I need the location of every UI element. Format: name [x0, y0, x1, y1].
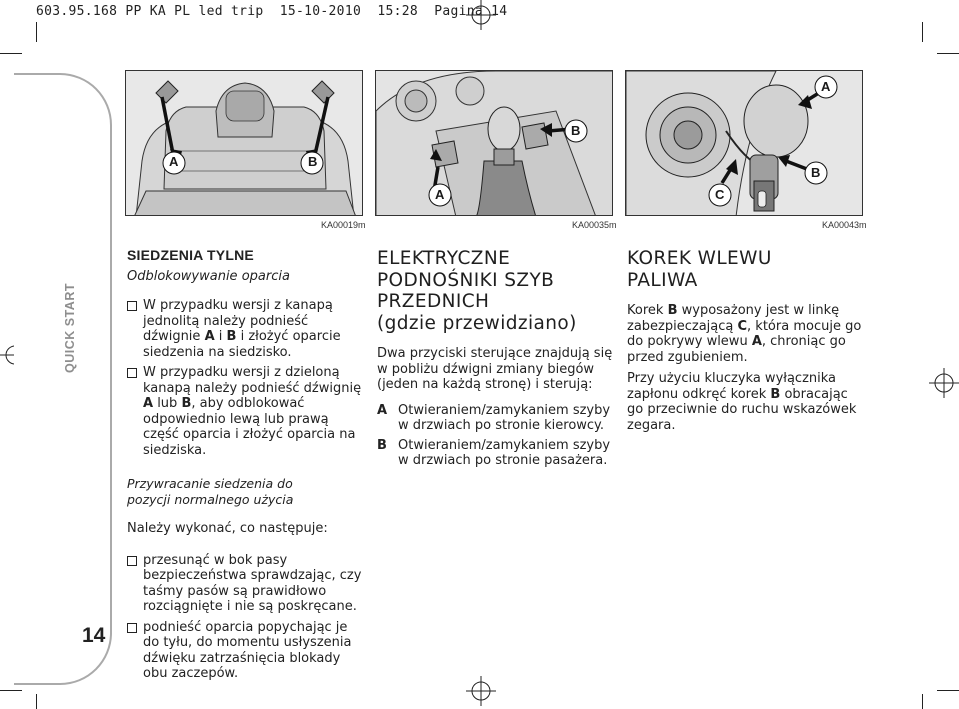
crop-mark: [922, 22, 923, 42]
bullet-item: podnieść oparcia popychając je do tyłu, do momentu usłyszenia dźwięku zatrzaśnięcia blokady obu zaczepów.: [127, 620, 363, 682]
section-tab-label: QUICK START: [63, 283, 77, 373]
figure-code: KA00035m: [572, 220, 617, 230]
bullet-item: przesunąć w bok pasy bezpieczeństwa sprawdzając, czy taśmy pasów są prawidłowo rozciągnięte i nie są poskręcane.: [127, 553, 363, 615]
figure-label-a: A: [435, 187, 445, 202]
crop-mark: [922, 694, 923, 709]
bullet-item: W przypadku wersji z kanapą jednolitą należy podnieść dźwignie A i B i złożyć oparcie siedzenia na siedzisko.: [127, 298, 363, 360]
list-item: B Otwieraniem/zamykaniem szyby w drzwiach po stronie pasażera.: [377, 437, 611, 468]
figure-label-b: B: [571, 123, 581, 138]
figure-rear-seats: [125, 70, 363, 216]
figure-code: KA00019m: [321, 220, 366, 230]
figure-label-c: C: [715, 187, 725, 202]
window-switches-illustration: [376, 71, 613, 216]
figure-label-b: B: [811, 165, 821, 180]
figure-label-b: B: [308, 154, 318, 169]
registration-mark-right: [929, 368, 959, 398]
crop-mark: [0, 53, 22, 54]
body-text: Korek B wyposażony jest w linkę zabezpieczającą C, która mocuje go do pokrywy wlewu A, chroniąc go przed zgubieniem.: [627, 303, 862, 365]
figure-label-a: A: [169, 154, 179, 169]
registration-mark-top: [466, 0, 496, 30]
crop-mark: [937, 53, 959, 54]
bullet-item: W przypadku wersji z dzieloną kanapą należy podnieść dźwignię A lub B, aby odblokować odpowiednio lewą lub prawą część oparcia i złożyć oparcia na siedziska.: [127, 365, 363, 458]
figure-code: KA00043m: [822, 220, 867, 230]
section-heading: KOREK WLEWU PALIWA: [627, 248, 772, 291]
figure-window-switches: [375, 70, 613, 216]
column-fuel-cap: [627, 248, 863, 447]
list-item: A Otwieraniem/zamykaniem szyby w drzwiach po stronie kierowcy.: [377, 402, 611, 433]
body-text: Przy użyciu kluczyka wyłącznika zapłonu odkręć korek B obracając go przeciwnie do ruchu wskazówek zegara.: [627, 371, 857, 433]
figure-label-a: A: [821, 79, 831, 94]
intro-text: Dwa przyciski sterujące znajdują się w pobliżu dźwigni zmiany biegów (jeden na każdą stronę) i sterują:: [377, 346, 613, 392]
section-heading: ELEKTRYCZNE PODNOŚNIKI SZYB PRZEDNICH (gdzie przewidziano): [377, 248, 577, 334]
section-side-tab: [14, 73, 112, 685]
page-number: 14: [82, 624, 106, 647]
section-heading: SIEDZENIA TYLNE: [127, 247, 254, 263]
crop-mark: [937, 690, 959, 691]
crop-mark: [36, 694, 37, 709]
subheading: Przywracanie siedzenia do pozycji normalnego użycia: [127, 476, 294, 507]
intro-text: Należy wykonać, co następuje:: [127, 521, 328, 536]
column-rear-seats: [127, 248, 363, 687]
control-list: [377, 403, 613, 469]
crop-mark: [0, 690, 22, 691]
column-power-windows: [377, 248, 613, 473]
crop-mark: [36, 22, 37, 42]
rear-seats-illustration: [126, 71, 363, 216]
figure-fuel-cap: [625, 70, 863, 216]
registration-mark-bottom: [466, 676, 496, 706]
print-slug: 603.95.168 PP KA PL led trip 15-10-2010 15:28 Pagina 14: [36, 4, 508, 19]
subheading: Odblokowywanie oparcia: [127, 268, 290, 284]
